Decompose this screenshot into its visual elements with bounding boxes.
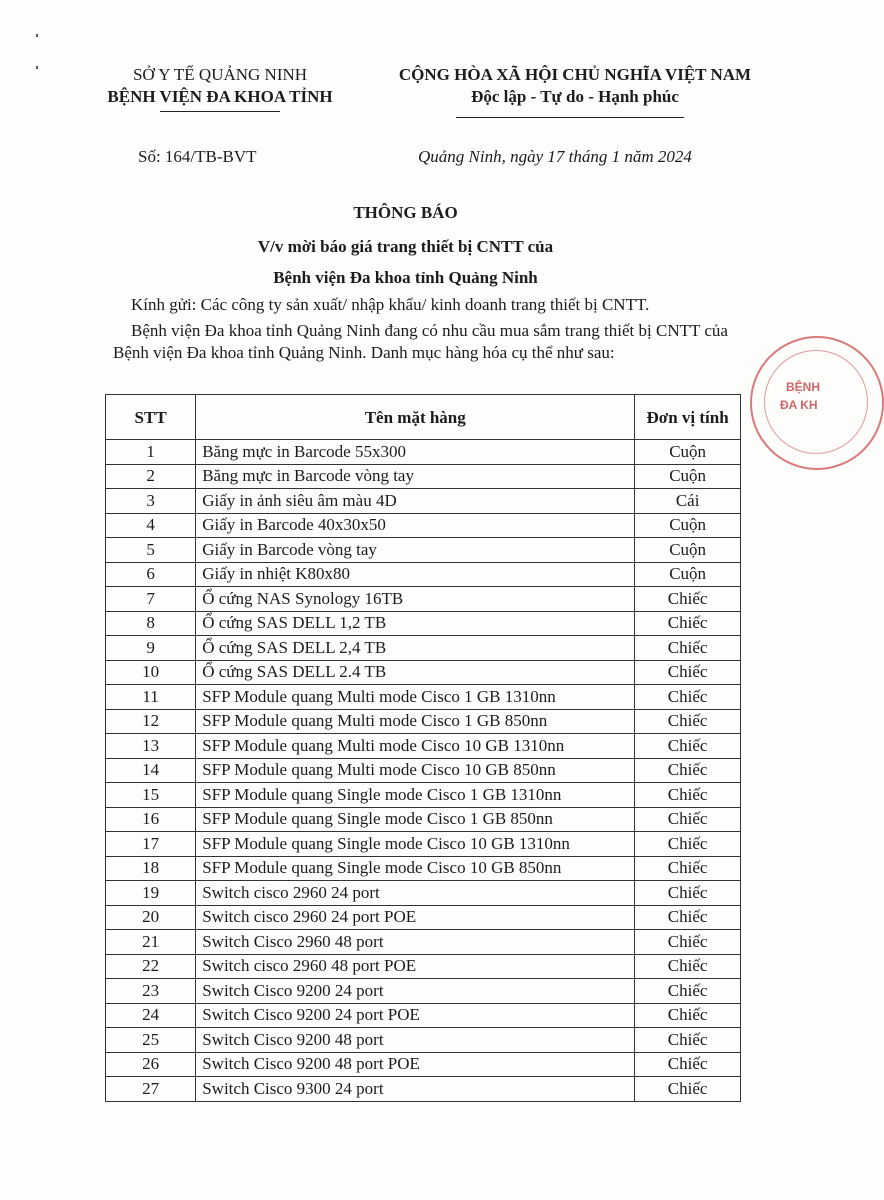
table-row [106,1003,741,1028]
cell-item-name: Switch Cisco 9300 24 port [196,1077,635,1102]
cell-item-name: SFP Module quang Single mode Cisco 1 GB 1310nn [196,783,635,808]
cell-item-name: Băng mực in Barcode 55x300 [196,440,635,465]
cell-stt: 11 [106,685,196,710]
cell-unit: Chiếc [635,1003,741,1028]
cell-stt: 4 [106,513,196,538]
cell-unit: Chiếc [635,856,741,881]
cell-unit: Chiếc [635,636,741,661]
cell-stt: 18 [106,856,196,881]
cell-stt: 1 [106,440,196,465]
issue-date: Quảng Ninh, ngày 17 tháng 1 năm 2024 [418,147,692,166]
cell-stt: 13 [106,734,196,759]
cell-unit: Chiếc [635,587,741,612]
scan-speck-1 [36,34,38,37]
recipient-line: Kính gửi: Các công ty sản xuất/ nhập khẩu/ kinh doanh trang thiết bị CNTT. [131,295,650,314]
header-item-name: Tên mặt hàng [196,395,635,440]
cell-unit: Chiếc [635,758,741,783]
cell-unit: Chiếc [635,930,741,955]
cell-unit: Chiếc [635,783,741,808]
national-motto: Độc lập - Tự do - Hạnh phúc [471,87,679,106]
cell-stt: 22 [106,954,196,979]
table-row [106,660,741,685]
cell-unit: Chiếc [635,905,741,930]
table-row [106,856,741,881]
cell-stt: 15 [106,783,196,808]
cell-item-name: SFP Module quang Multi mode Cisco 10 GB 1310nn [196,734,635,759]
table-row [106,489,741,514]
document-title: THÔNG BÁO [353,203,458,222]
cell-item-name: Switch Cisco 2960 48 port [196,930,635,955]
cell-stt: 6 [106,562,196,587]
reference-number: Số: 164/TB-BVT [138,147,257,166]
table-row [106,685,741,710]
item-list-table [105,394,741,1102]
cell-unit: Cuộn [635,440,741,465]
header-stt: STT [106,395,196,440]
table-row [106,440,741,465]
cell-stt: 12 [106,709,196,734]
document-subject-line2: Bệnh viện Đa khoa tỉnh Quảng Ninh [273,268,538,287]
cell-item-name: Switch cisco 2960 24 port [196,881,635,906]
cell-item-name: SFP Module quang Multi mode Cisco 10 GB 850nn [196,758,635,783]
scan-speck-2 [36,66,38,69]
issuer-department: SỞ Y TẾ QUẢNG NINH [132,65,308,84]
table-row [106,930,741,955]
cell-stt: 8 [106,611,196,636]
table-row [106,1052,741,1077]
cell-stt: 26 [106,1052,196,1077]
cell-stt: 3 [106,489,196,514]
table-row [106,832,741,857]
table-row [106,1077,741,1102]
table-row [106,758,741,783]
table-row [106,587,741,612]
cell-unit: Chiếc [635,832,741,857]
table-row [106,783,741,808]
cell-item-name: SFP Module quang Single mode Cisco 10 GB 850nn [196,856,635,881]
motto-underline [456,117,684,118]
table-row [106,734,741,759]
cell-unit: Cuộn [635,538,741,563]
cell-item-name: Giấy in nhiệt K80x80 [196,562,635,587]
stamp-text-1: BỆNH [786,380,821,394]
table-row [106,562,741,587]
cell-unit: Chiếc [635,979,741,1004]
cell-item-name: Ổ cứng SAS DELL 1,2 TB [196,611,635,636]
cell-stt: 2 [106,464,196,489]
cell-item-name: Switch cisco 2960 48 port POE [196,954,635,979]
issuer-underline [160,111,280,112]
cell-stt: 23 [106,979,196,1004]
cell-stt: 27 [106,1077,196,1102]
official-stamp [750,336,884,470]
cell-unit: Cuộn [635,513,741,538]
cell-unit: Chiếc [635,807,741,832]
cell-unit: Cuộn [635,562,741,587]
national-motto-block [355,64,795,108]
table-row [106,881,741,906]
cell-unit: Chiếc [635,660,741,685]
cell-unit: Chiếc [635,881,741,906]
table-row [106,807,741,832]
stamp-text-2: ĐA KH [780,398,818,412]
cell-item-name: SFP Module quang Single mode Cisco 1 GB 850nn [196,807,635,832]
cell-item-name: SFP Module quang Multi mode Cisco 1 GB 1310nn [196,685,635,710]
cell-unit: Chiếc [635,1028,741,1053]
cell-item-name: Switch Cisco 9200 24 port [196,979,635,1004]
cell-item-name: Switch cisco 2960 24 port POE [196,905,635,930]
cell-stt: 20 [106,905,196,930]
cell-item-name: Switch Cisco 9200 48 port POE [196,1052,635,1077]
cell-stt: 21 [106,930,196,955]
cell-unit: Cuộn [635,464,741,489]
cell-item-name: Ổ cứng SAS DELL 2.4 TB [196,660,635,685]
table-row [106,709,741,734]
table-row [106,1028,741,1053]
issuer-hospital: BỆNH VIỆN ĐA KHOA TỈNH [107,87,333,106]
table-header-row [106,395,741,440]
cell-item-name: Băng mực in Barcode vòng tay [196,464,635,489]
cell-stt: 25 [106,1028,196,1053]
cell-unit: Chiếc [635,1052,741,1077]
cell-unit: Chiếc [635,734,741,759]
cell-stt: 9 [106,636,196,661]
cell-item-name: SFP Module quang Multi mode Cisco 1 GB 850nn [196,709,635,734]
cell-unit: Chiếc [635,954,741,979]
table-row [106,905,741,930]
table-row [106,611,741,636]
cell-stt: 16 [106,807,196,832]
table-row [106,636,741,661]
cell-stt: 19 [106,881,196,906]
cell-unit: Chiếc [635,685,741,710]
header-unit: Đơn vị tính [635,395,741,440]
cell-item-name: SFP Module quang Single mode Cisco 10 GB 1310nn [196,832,635,857]
cell-unit: Chiếc [635,709,741,734]
body-paragraph: Bệnh viện Đa khoa tỉnh Quảng Ninh đang có nhu cầu mua sắm trang thiết bị CNTT của Bệnh viện Đa khoa tỉnh Quảng Ninh. Danh mục hàng hóa cụ thể như sau: [113,321,728,362]
cell-stt: 14 [106,758,196,783]
cell-item-name: Switch Cisco 9200 48 port [196,1028,635,1053]
cell-stt: 5 [106,538,196,563]
country-name: CỘNG HÒA XÃ HỘI CHỦ NGHĨA VIỆT NAM [398,65,752,84]
cell-stt: 17 [106,832,196,857]
cell-item-name: Ổ cứng SAS DELL 2,4 TB [196,636,635,661]
table-row [106,513,741,538]
cell-stt: 7 [106,587,196,612]
cell-stt: 24 [106,1003,196,1028]
table-row [106,464,741,489]
cell-item-name: Giấy in Barcode 40x30x50 [196,513,635,538]
cell-unit: Cái [635,489,741,514]
cell-item-name: Switch Cisco 9200 24 port POE [196,1003,635,1028]
cell-item-name: Ổ cứng NAS Synology 16TB [196,587,635,612]
cell-item-name: Giấy in ảnh siêu âm màu 4D [196,489,635,514]
table-row [106,979,741,1004]
cell-unit: Chiếc [635,611,741,636]
cell-item-name: Giấy in Barcode vòng tay [196,538,635,563]
table-row [106,538,741,563]
issuer-block [60,64,380,108]
cell-stt: 10 [106,660,196,685]
cell-unit: Chiếc [635,1077,741,1102]
document-subject-line1: V/v mời báo giá trang thiết bị CNTT của [257,237,554,256]
table-row [106,954,741,979]
